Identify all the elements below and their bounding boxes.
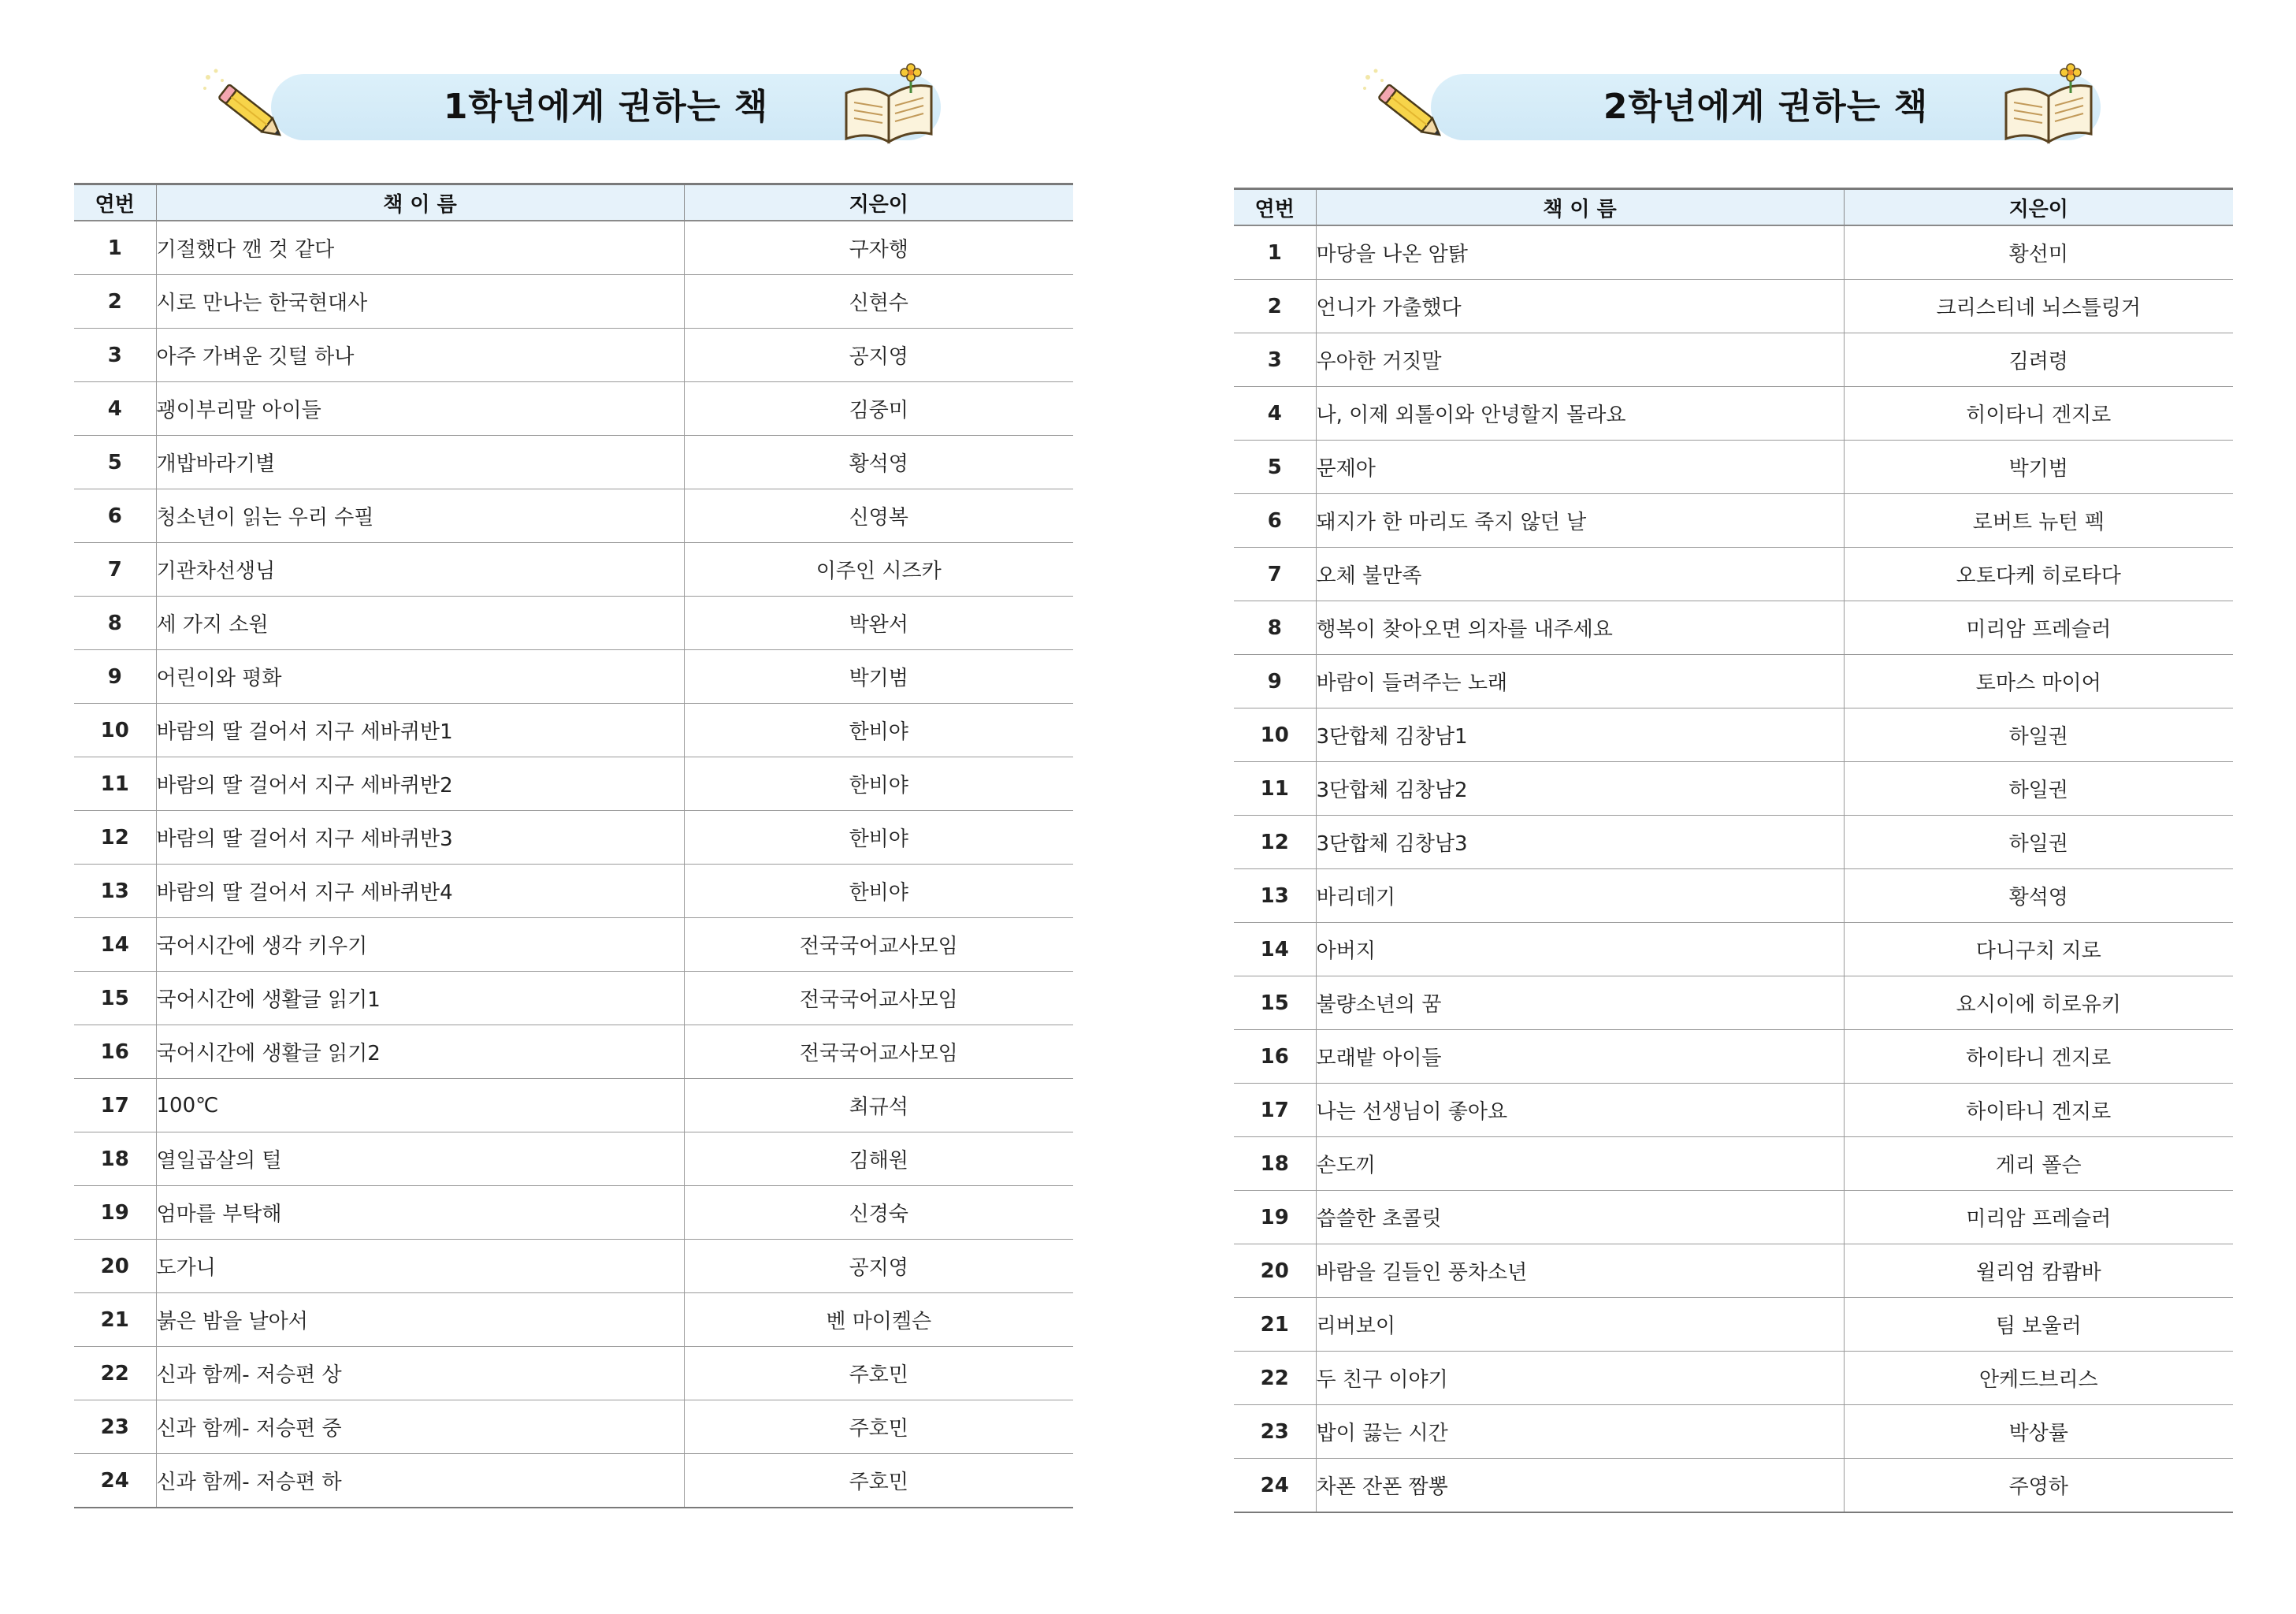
book-author: 최규석: [684, 1079, 1073, 1132]
book-title: 언니가 가출했다: [1316, 280, 1844, 333]
book-author: 하이타니 겐지로: [1844, 1084, 2233, 1137]
table-body: [74, 221, 1073, 1508]
book-author: 주호민: [684, 1400, 1073, 1454]
book-title: 국어시간에 생활글 읽기1: [156, 972, 684, 1025]
book-title: 신과 함께- 저승편 하: [156, 1454, 684, 1508]
table-row: [1234, 655, 2233, 708]
book-title: 두 친구 이야기: [1316, 1352, 1844, 1405]
book-author: 게리 폴슨: [1844, 1137, 2233, 1191]
book-author: 전국국어교사모임: [684, 918, 1073, 972]
book-author: 미리암 프레슬러: [1844, 1191, 2233, 1244]
row-number: 6: [1234, 494, 1316, 548]
column-header-author: 지은이: [1844, 189, 2233, 226]
book-author: 박완서: [684, 597, 1073, 650]
book-title: 아버지: [1316, 923, 1844, 976]
book-title: 문제아: [1316, 441, 1844, 494]
book-author: 이주인 시즈카: [684, 543, 1073, 597]
book-title: 바람의 딸 걸어서 지구 세바퀴반3: [156, 811, 684, 865]
table-row: [74, 489, 1073, 543]
table-row: [74, 704, 1073, 757]
table-header-row: [1234, 189, 2233, 226]
book-author: 다니구치 지로: [1844, 923, 2233, 976]
table-row: [1234, 441, 2233, 494]
row-number: 4: [74, 382, 156, 436]
row-number: 15: [74, 972, 156, 1025]
table-row: [1234, 601, 2233, 655]
book-author: 안케드브리스: [1844, 1352, 2233, 1405]
table-row: [1234, 1191, 2233, 1244]
book-table: [1234, 188, 2233, 1513]
book-author: 구자행: [684, 221, 1073, 275]
table-row: [1234, 1084, 2233, 1137]
row-number: 22: [1234, 1352, 1316, 1405]
book-title: 개밥바라기별: [156, 436, 684, 489]
book-author: 박기범: [684, 650, 1073, 704]
book-title: 오체 불만족: [1316, 548, 1844, 601]
row-number: 14: [1234, 923, 1316, 976]
book-author: 한비야: [684, 757, 1073, 811]
row-number: 21: [74, 1293, 156, 1347]
table-row: [1234, 869, 2233, 923]
book-author: 토마스 마이어: [1844, 655, 2233, 708]
row-number: 17: [1234, 1084, 1316, 1137]
row-number: 21: [1234, 1298, 1316, 1352]
row-number: 12: [1234, 816, 1316, 869]
row-number: 17: [74, 1079, 156, 1132]
open-book-icon: [838, 63, 941, 150]
row-number: 18: [1234, 1137, 1316, 1191]
row-number: 23: [1234, 1405, 1316, 1459]
book-table: [74, 183, 1073, 1508]
book-title: 바람이 들려주는 노래: [1316, 655, 1844, 708]
book-title: 붉은 밤을 날아서: [156, 1293, 684, 1347]
open-book-icon: [1998, 63, 2101, 150]
column-header-no: 연번: [1234, 189, 1316, 226]
book-author: 하이타니 겐지로: [1844, 1030, 2233, 1084]
row-number: 11: [74, 757, 156, 811]
book-author: 한비야: [684, 865, 1073, 918]
row-number: 8: [74, 597, 156, 650]
book-author: 황석영: [1844, 869, 2233, 923]
table-row: [1234, 1137, 2233, 1191]
title-banner: [74, 71, 1073, 158]
row-number: 3: [1234, 333, 1316, 387]
book-author: 김중미: [684, 382, 1073, 436]
title-banner: [1234, 71, 2233, 158]
book-author: 히이타니 겐지로: [1844, 387, 2233, 441]
book-title: 어린이와 평화: [156, 650, 684, 704]
page-grade2: [1234, 0, 2233, 1614]
book-author: 주호민: [684, 1454, 1073, 1508]
row-number: 10: [1234, 708, 1316, 762]
table-row: [74, 221, 1073, 275]
row-number: 5: [1234, 441, 1316, 494]
book-author: 박상률: [1844, 1405, 2233, 1459]
table-row: [1234, 387, 2233, 441]
list-title: 2학년에게 권하는 책: [1603, 87, 1929, 127]
row-number: 13: [74, 865, 156, 918]
table-row: [1234, 708, 2233, 762]
book-title: 불량소년의 꿈: [1316, 976, 1844, 1030]
book-author: 한비야: [684, 811, 1073, 865]
book-title: 국어시간에 생활글 읽기2: [156, 1025, 684, 1079]
table-row: [1234, 333, 2233, 387]
book-title: 차폰 잔폰 짬뽕: [1316, 1459, 1844, 1513]
book-author: 박기범: [1844, 441, 2233, 494]
row-number: 15: [1234, 976, 1316, 1030]
row-number: 20: [74, 1240, 156, 1293]
row-number: 24: [1234, 1459, 1316, 1513]
book-author: 벤 마이켈슨: [684, 1293, 1073, 1347]
row-number: 5: [74, 436, 156, 489]
book-title: 바람의 딸 걸어서 지구 세바퀴반1: [156, 704, 684, 757]
book-title: 아주 가벼운 깃털 하나: [156, 329, 684, 382]
table-row: [74, 1347, 1073, 1400]
column-header-title: 책 이 름: [1316, 189, 1844, 226]
book-title: 바람의 딸 걸어서 지구 세바퀴반4: [156, 865, 684, 918]
table-row: [74, 275, 1073, 329]
book-author: 김해원: [684, 1132, 1073, 1186]
book-author: 주호민: [684, 1347, 1073, 1400]
column-header-no: 연번: [74, 184, 156, 221]
row-number: 9: [1234, 655, 1316, 708]
table-row: [1234, 1459, 2233, 1513]
book-title: 바람의 딸 걸어서 지구 세바퀴반2: [156, 757, 684, 811]
table-row: [1234, 1298, 2233, 1352]
row-number: 16: [1234, 1030, 1316, 1084]
row-number: 12: [74, 811, 156, 865]
table-row: [74, 436, 1073, 489]
table-row: [74, 650, 1073, 704]
book-title: 손도끼: [1316, 1137, 1844, 1191]
book-author: 오토다케 히로타다: [1844, 548, 2233, 601]
book-title: 엄마를 부탁해: [156, 1186, 684, 1240]
table-row: [74, 811, 1073, 865]
row-number: 16: [74, 1025, 156, 1079]
book-title: 모래밭 아이들: [1316, 1030, 1844, 1084]
table-row: [1234, 225, 2233, 280]
table-row: [1234, 1405, 2233, 1459]
row-number: 4: [1234, 387, 1316, 441]
list-title: 1학년에게 권하는 책: [443, 87, 769, 127]
book-author: 전국국어교사모임: [684, 1025, 1073, 1079]
book-author: 김려령: [1844, 333, 2233, 387]
table-row: [1234, 762, 2233, 816]
table-row: [1234, 494, 2233, 548]
book-author: 황선미: [1844, 225, 2233, 280]
book-title: 괭이부리말 아이들: [156, 382, 684, 436]
table-row: [1234, 1352, 2233, 1405]
book-title: 100℃: [156, 1079, 684, 1132]
book-title: 밥이 끓는 시간: [1316, 1405, 1844, 1459]
table-row: [74, 1240, 1073, 1293]
table-row: [1234, 816, 2233, 869]
book-author: 주영하: [1844, 1459, 2233, 1513]
row-number: 19: [1234, 1191, 1316, 1244]
table-row: [74, 1025, 1073, 1079]
book-author: 공지영: [684, 329, 1073, 382]
book-title: 3단합체 김창남3: [1316, 816, 1844, 869]
book-title: 신과 함께- 저승편 중: [156, 1400, 684, 1454]
book-title: 기관차선생님: [156, 543, 684, 597]
table-row: [74, 1186, 1073, 1240]
row-number: 1: [74, 221, 156, 275]
book-title: 국어시간에 생각 키우기: [156, 918, 684, 972]
row-number: 18: [74, 1132, 156, 1186]
book-author: 신경숙: [684, 1186, 1073, 1240]
row-number: 19: [74, 1186, 156, 1240]
page-grade1: [74, 0, 1073, 1614]
table-row: [74, 543, 1073, 597]
column-header-title: 책 이 름: [156, 184, 684, 221]
book-author: 황석영: [684, 436, 1073, 489]
table-row: [74, 329, 1073, 382]
book-title: 행복이 찾아오면 의자를 내주세요: [1316, 601, 1844, 655]
row-number: 3: [74, 329, 156, 382]
table-row: [1234, 923, 2233, 976]
book-author: 한비야: [684, 704, 1073, 757]
book-title: 신과 함께- 저승편 상: [156, 1347, 684, 1400]
table-row: [74, 1079, 1073, 1132]
book-title: 리버보이: [1316, 1298, 1844, 1352]
table-row: [74, 1400, 1073, 1454]
table-row: [1234, 976, 2233, 1030]
table-row: [1234, 1030, 2233, 1084]
table-row: [74, 918, 1073, 972]
row-number: 24: [74, 1454, 156, 1508]
book-title: 도가니: [156, 1240, 684, 1293]
book-author: 미리암 프레슬러: [1844, 601, 2233, 655]
book-title: 나, 이제 외톨이와 안녕할지 몰라요: [1316, 387, 1844, 441]
book-author: 윌리엄 캄쾀바: [1844, 1244, 2233, 1298]
row-number: 7: [1234, 548, 1316, 601]
book-title: 세 가지 소원: [156, 597, 684, 650]
table-row: [74, 1132, 1073, 1186]
row-number: 20: [1234, 1244, 1316, 1298]
table-row: [1234, 1244, 2233, 1298]
book-author: 크리스티네 뇌스틀링거: [1844, 280, 2233, 333]
row-number: 8: [1234, 601, 1316, 655]
book-title: 돼지가 한 마리도 죽지 않던 날: [1316, 494, 1844, 548]
table-row: [1234, 548, 2233, 601]
book-author: 하일권: [1844, 762, 2233, 816]
book-title: 우아한 거짓말: [1316, 333, 1844, 387]
table-row: [1234, 280, 2233, 333]
table-row: [74, 1454, 1073, 1508]
table-row: [74, 382, 1073, 436]
book-author: 신영복: [684, 489, 1073, 543]
book-author: 하일권: [1844, 708, 2233, 762]
table-row: [74, 1293, 1073, 1347]
row-number: 10: [74, 704, 156, 757]
book-title: 기절했다 깬 것 같다: [156, 221, 684, 275]
row-number: 23: [74, 1400, 156, 1454]
table-row: [74, 972, 1073, 1025]
table-row: [74, 865, 1073, 918]
column-header-author: 지은이: [684, 184, 1073, 221]
book-title: 마당을 나온 암탉: [1316, 225, 1844, 280]
table-body: [1234, 225, 2233, 1512]
row-number: 22: [74, 1347, 156, 1400]
book-title: 열일곱살의 털: [156, 1132, 684, 1186]
row-number: 6: [74, 489, 156, 543]
row-number: 7: [74, 543, 156, 597]
book-author: 팀 보울러: [1844, 1298, 2233, 1352]
book-author: 전국국어교사모임: [684, 972, 1073, 1025]
table-row: [74, 597, 1073, 650]
book-title: 씁쓸한 초콜릿: [1316, 1191, 1844, 1244]
row-number: 9: [74, 650, 156, 704]
table-header-row: [74, 184, 1073, 221]
table-row: [74, 757, 1073, 811]
row-number: 2: [1234, 280, 1316, 333]
book-title: 청소년이 읽는 우리 수필: [156, 489, 684, 543]
book-title: 바람을 길들인 풍차소년: [1316, 1244, 1844, 1298]
row-number: 13: [1234, 869, 1316, 923]
book-author: 하일권: [1844, 816, 2233, 869]
row-number: 1: [1234, 225, 1316, 280]
book-title: 나는 선생님이 좋아요: [1316, 1084, 1844, 1137]
row-number: 11: [1234, 762, 1316, 816]
book-title: 3단합체 김창남1: [1316, 708, 1844, 762]
book-author: 신현수: [684, 275, 1073, 329]
book-title: 3단합체 김창남2: [1316, 762, 1844, 816]
book-author: 공지영: [684, 1240, 1073, 1293]
book-author: 요시이에 히로유키: [1844, 976, 2233, 1030]
book-author: 로버트 뉴턴 펙: [1844, 494, 2233, 548]
book-title: 시로 만나는 한국현대사: [156, 275, 684, 329]
book-title: 바리데기: [1316, 869, 1844, 923]
row-number: 2: [74, 275, 156, 329]
row-number: 14: [74, 918, 156, 972]
